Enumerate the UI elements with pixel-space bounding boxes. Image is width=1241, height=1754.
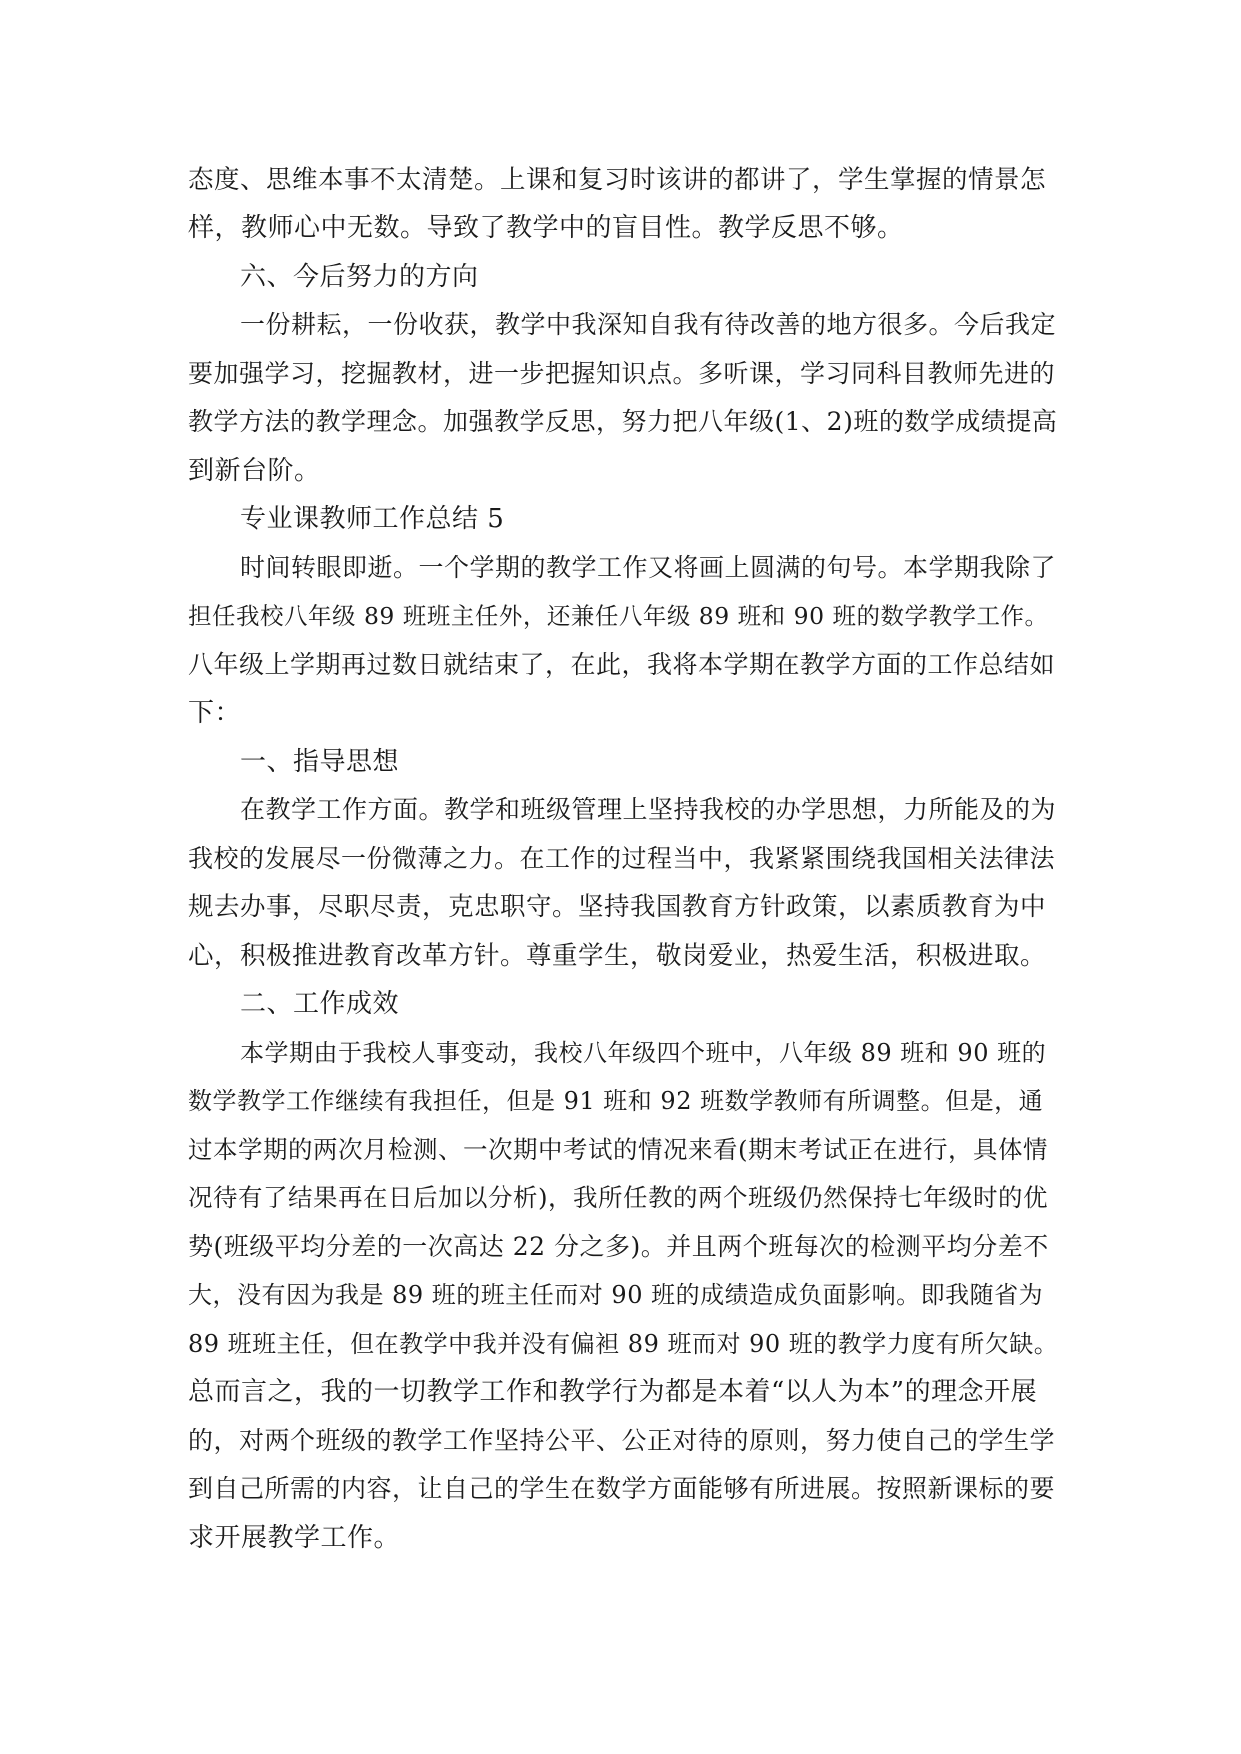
document-subtitle: 专业课教师工作总结 5 xyxy=(240,504,505,534)
text-line: 规去办事，尽职尽责，克忠职守。坚持我国教育方针政策，以素质教育为中 xyxy=(188,892,1047,922)
text-line: 我校的发展尽一份微薄之力。在工作的过程当中，我紧紧围绕我国相关法律法 xyxy=(188,844,1056,873)
text-line: 的，对两个班级的教学工作坚持公平、公正对待的原则，努力使自己的学生学 xyxy=(188,1426,1056,1455)
section-heading: 六、今后努力的方向 xyxy=(240,262,479,292)
text-line: 下： xyxy=(188,698,242,728)
text-line: 到新台阶。 xyxy=(188,456,321,486)
text-line: 到自己所需的内容，让自己的学生在数学方面能够有所进展。按照新课标的要 xyxy=(188,1474,1056,1503)
text-line: 势(班级平均分差的一次高达 22 分之多)。并且两个班每次的检测平均分差不 xyxy=(188,1232,1049,1261)
text-line: 担任我校八年级 89 班班主任外，还兼任八年级 89 班和 90 班的数学教学工作。 xyxy=(188,602,1049,630)
text-line: 教学方法的教学理念。加强教学反思，努力把八年级(1、2)班的数学成绩提高 xyxy=(188,407,1058,436)
text-line: 在教学工作方面。教学和班级管理上坚持我校的办学思想，力所能及的为 xyxy=(240,795,1057,824)
text-line: 本学期由于我校人事变动，我校八年级四个班中，八年级 89 班和 90 班的 xyxy=(240,1039,1047,1067)
text-line: 时间转眼即逝。一个学期的教学工作又将画上圆满的句号。本学期我除了 xyxy=(240,553,1057,582)
section-heading: 二、工作成效 xyxy=(240,989,400,1019)
text-line: 总而言之，我的一切教学工作和教学行为都是本着“以人为本”的理念开展 xyxy=(188,1377,1038,1407)
text-line: 样，教师心中无数。导致了教学中的盲目性。教学反思不够。 xyxy=(188,213,904,243)
text-line: 89 班班主任，但在教学中我并没有偏袒 89 班而对 90 班的教学力度有所欠缺。 xyxy=(188,1330,1059,1358)
text-line: 态度、思维本事不太清楚。上课和复习时该讲的都讲了，学生掌握的情景怎 xyxy=(188,165,1047,195)
text-line: 八年级上学期再过数日就结束了，在此，我将本学期在教学方面的工作总结如 xyxy=(188,650,1056,679)
text-line: 求开展教学工作。 xyxy=(188,1523,401,1553)
text-line: 心，积极推进教育改革方针。尊重学生，敬岗爱业，热爱生活，积极进取。 xyxy=(188,941,1047,971)
section-heading: 一、指导思想 xyxy=(240,747,400,777)
text-line: 一份耕耘，一份收获，教学中我深知自我有待改善的地方很多。今后我定 xyxy=(240,310,1057,339)
text-line: 况待有了结果再在日后加以分析)，我所任教的两个班级仍然保持七年级时的优 xyxy=(188,1183,1049,1212)
text-line: 要加强学习，挖掘教材，进一步把握知识点。多听课，学习同科目教师先进的 xyxy=(188,359,1056,388)
text-line: 大，没有因为我是 89 班的班主任而对 90 班的成绩造成负面影响。即我随省为 xyxy=(188,1281,1044,1309)
text-line: 过本学期的两次月检测、一次期中考试的情况来看(期末考试正在进行，具体情 xyxy=(188,1135,1049,1164)
text-line: 数学教学工作继续有我担任，但是 91 班和 92 班数学教师有所调整。但是，通 xyxy=(188,1087,1044,1115)
